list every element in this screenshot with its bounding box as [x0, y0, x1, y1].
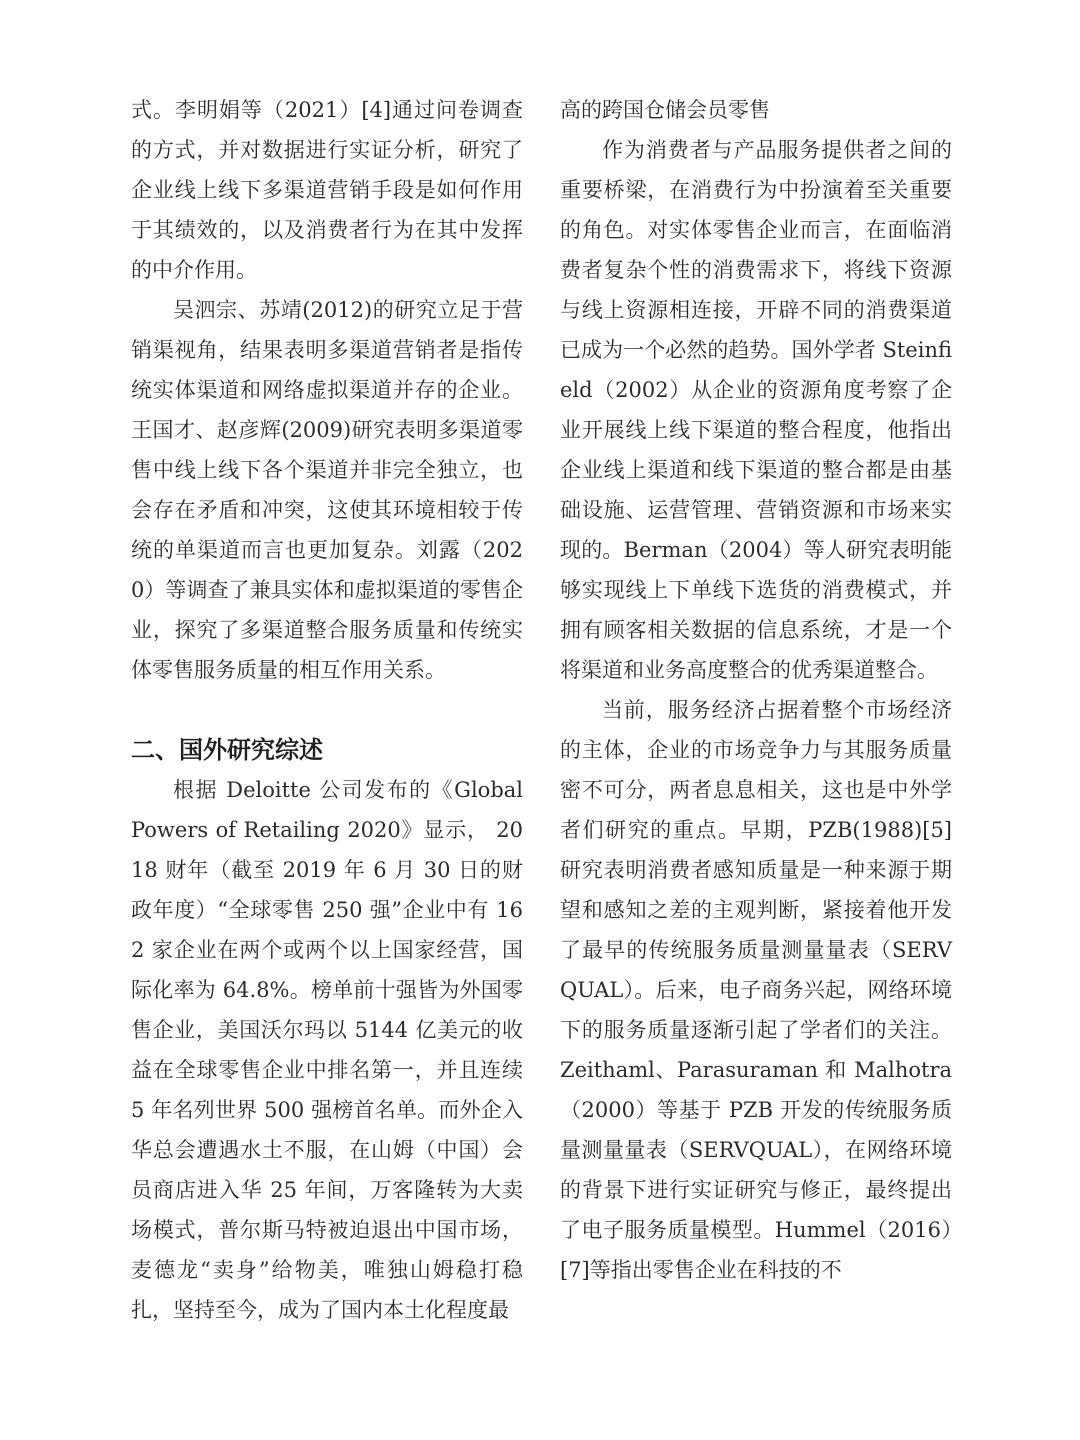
- paragraph-continued-right: 高的跨国仓储会员零售: [560, 98, 770, 122]
- paragraph-continued: 式。李明娟等（2021）[4]通过问卷调查的方式，并对数据进行实证分析，研究了企业线上线下多渠道营销手段是如何作用于其绩效的，以及消费者行为在其中发挥的中介作用。: [131, 98, 523, 282]
- paragraph-channel-integration: 作为消费者与产品服务提供者之间的重要桥梁，在消费行为中扮演着至关重要的角色。对实体零售企业而言，在面临消费者复杂个性的消费需求下，将线下资源与线上资源相连接，开辟不同的消费渠道已成为一个必然的趋势。国外学者 Steinfield（2002）从企业的资源角度考察了企业开展线上线下渠道的整合程度，他指出企业线上渠道和线下渠道的整合都是由基础设施、运营管理、营销资源和市场来实现的。Berman（2004）等人研究表明能够实现线上下单线下选货的消费模式，并拥有顾客相关数据的信息系统，才是一个将渠道和业务高度整合的优秀渠道整合。: [560, 138, 952, 682]
- right-column: [560, 90, 952, 1290]
- paragraph-domestic-multichannel: 吴泗宗、苏靖(2012)的研究立足于营销渠视角，结果表明多渠道营销者是指传统实体渠道和网络虚拟渠道并存的企业。王国才、赵彦辉(2009)研究表明多渠道零售中线上线下各个渠道并非完全独立，也会存在矛盾和冲突，这使其环境相较于传统的单渠道而言也更加复杂。刘露（2020）等调查了兼具实体和虚拟渠道的零售企业，探究了多渠道整合服务质量和传统实体零售服务质量的相互作用关系。: [131, 298, 523, 682]
- left-column: [131, 90, 523, 1330]
- paragraph-service-quality: 当前，服务经济占据着整个市场经济的主体，企业的市场竞争力与其服务质量密不可分，两者息息相关，这也是中外学者们研究的重点。早期，PZB(1988)[5]研究表明消费者感知质量是一种来源于期望和感知之差的主观判断，紧接着他开发了最早的传统服务质量测量量表（SERVQUAL）。后来，电子商务兴起，网络环境下的服务质量逐渐引起了学者们的关注。Zeithaml、Parasuraman 和 Malhotra（2000）等基于 PZB 开发的传统服务质量测量量表（SERVQUAL），在网络环境的背景下进行实证研究与修正，最终提出了电子服务质量模型。Hummel（2016）[7]等指出零售企业在科技的不: [560, 698, 952, 1282]
- section-heading-foreign-review: 二、国外研究综述: [131, 736, 323, 764]
- paragraph-deloitte-report: 根据 Deloitte 公司发布的《Global Powers of Retailing 2020》显示， 2018 财年（截至 2019 年 6 月 30 日的财政年度）“全球零售 250 强”企业中有 162 家企业在两个或两个以上国家经营，国际化率为 64.8%。榜单前十强皆为外国零售企业，美国沃尔玛以 5144 亿美元的收益在全球零售企业中排名第一，并且连续 5 年名列世界 500 强榜首名单。而外企入华总会遭遇水土不服，在山姆（中国）会员商店进入华 25 年间，万客隆转为大卖场模式，普尔斯马特被迫退出中国市场，麦德龙“卖身”给物美，唯独山姆稳打稳扎，坚持至今，成为了国内本土化程度最: [131, 778, 523, 1322]
